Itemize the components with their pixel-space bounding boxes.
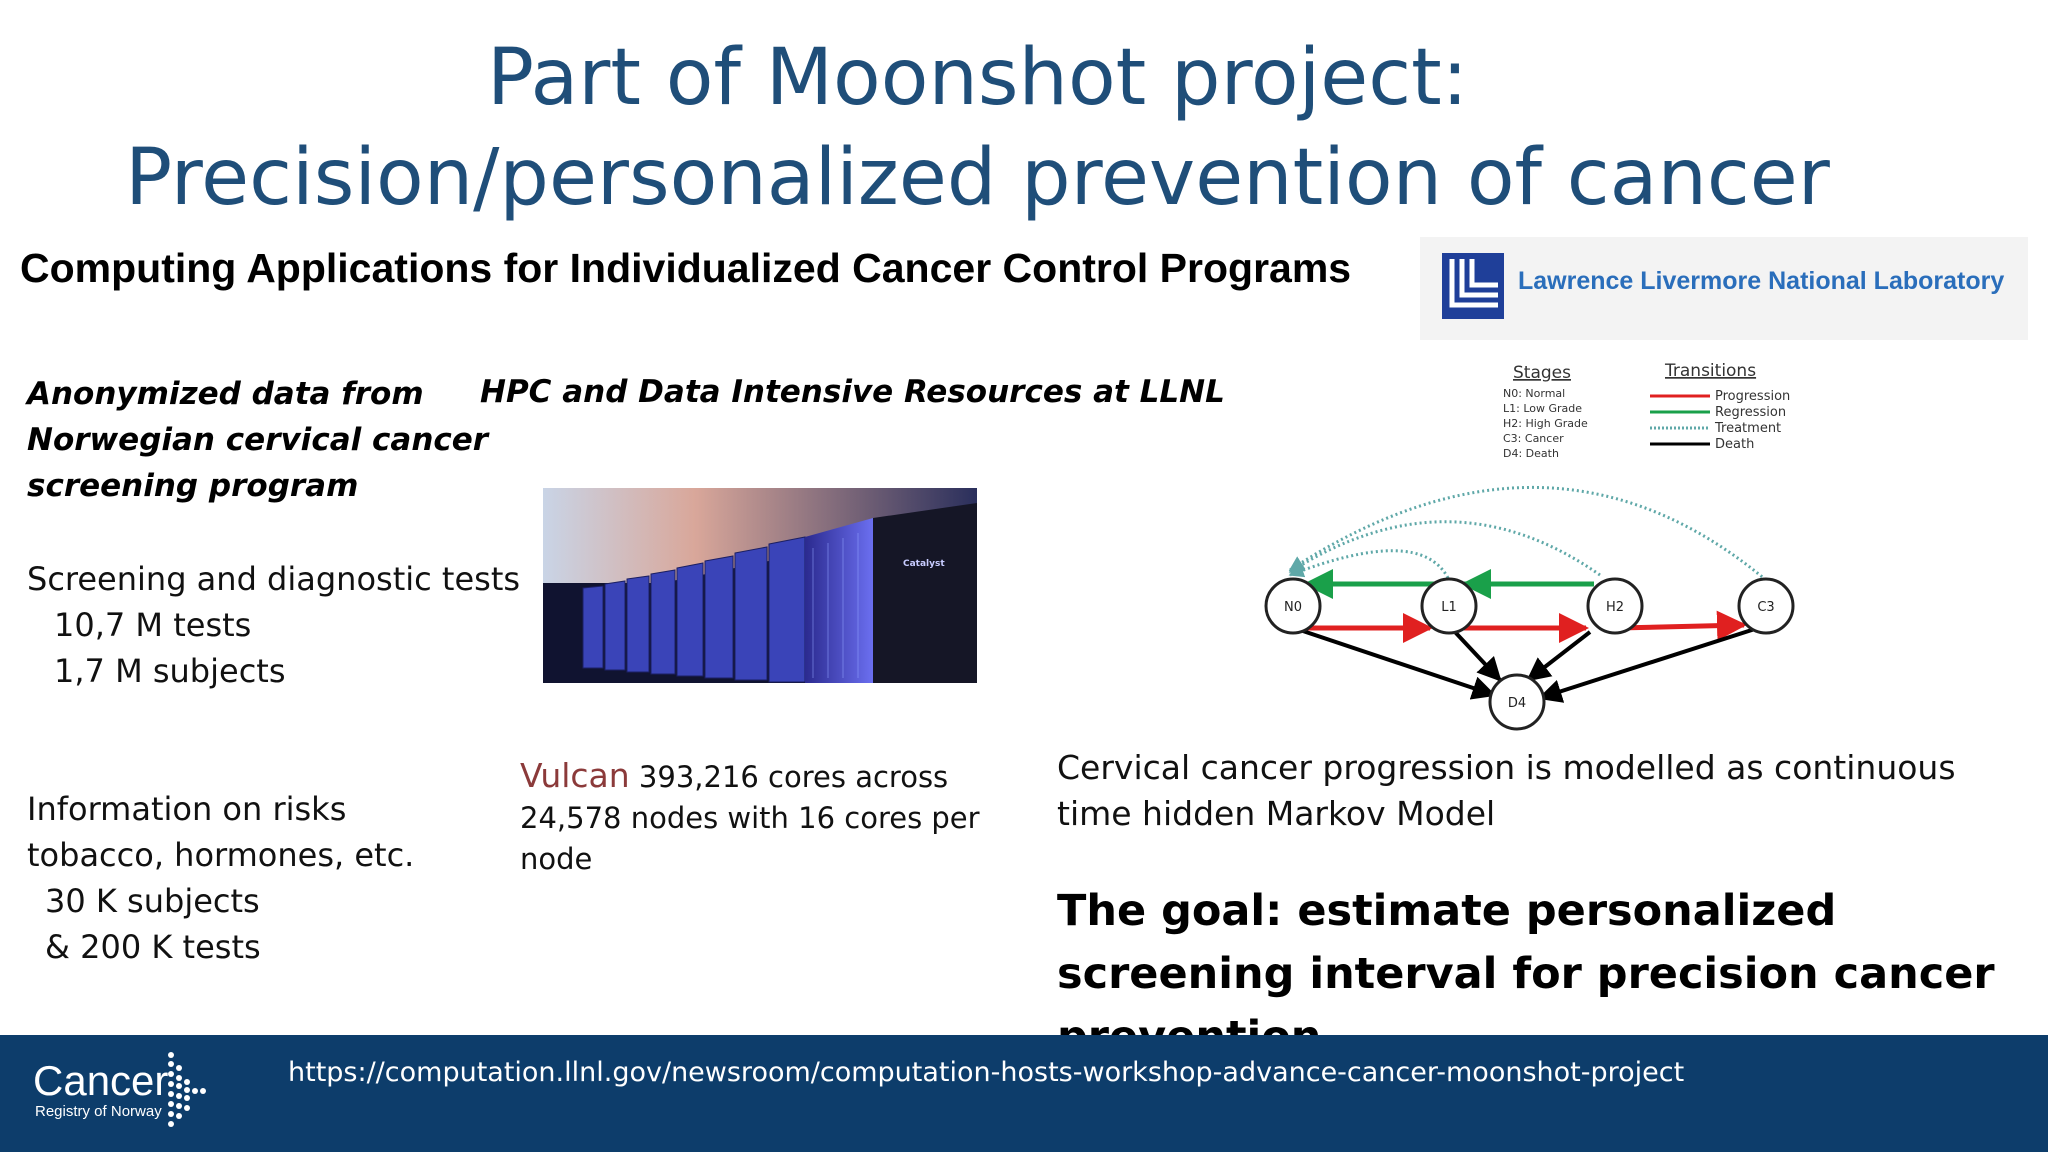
progression-h2-c3 [1618,625,1744,628]
vulcan-name: Vulcan [520,756,630,795]
footer-logo-word: Cancer [33,1057,169,1104]
heading-line: Anonymized data from [27,376,424,412]
treatment-arc-l1 [1290,551,1448,578]
node-label: D4 [1507,696,1527,711]
heading-line: Norwegian cervical cancer [27,422,489,458]
supercomputer-photo [543,488,977,683]
treatment-arc-h2 [1290,522,1600,575]
model-description: Cervical cancer progression is modelled as continuous time hidden Markov Model [1057,748,1956,833]
source-url-link[interactable]: https://computation.llnl.gov/newsroom/computation-hosts-workshop-advance-cancer-moonshot-project [288,1057,1685,1088]
transitions-title: Transitions [1665,361,1757,381]
treatment-arc-c3 [1290,487,1766,580]
death-h2-d4 [1528,632,1590,680]
cancer-registry-logo-icon [165,1050,215,1132]
node-label: C3 [1757,600,1775,615]
title-line-1: Part of Moonshot project: [486,33,1469,123]
screening-tests: 10,7 M tests [54,606,252,644]
stage-label: D4: Death [1503,447,1559,460]
vulcan-desc-line: 393,216 cores across [629,760,949,794]
screening-stats [27,556,520,694]
footer-bar [0,1035,2048,1152]
risks-label: tobacco, hormones, etc. [27,836,415,874]
screening-subjects: 1,7 M subjects [54,652,286,690]
transition-label: Treatment [1715,421,1782,436]
goal-statement: The goal: estimate personalized screening interval for precision cancer [1057,886,1995,999]
llnl-logo [1420,237,2028,340]
death-n0-d4 [1294,628,1494,695]
photo-label: Catalyst [903,559,945,569]
transition-label: Regression [1715,405,1787,420]
risks-label: Information on risks [27,790,347,828]
transition-label: Progression [1715,389,1791,404]
transition-label: Death [1715,437,1755,452]
data-source-heading [27,371,488,509]
llnl-logo-text: Lawrence Livermore National Laboratory [1518,267,2005,295]
node-label: H2 [1605,600,1625,615]
vulcan-desc-line: 24,578 nodes with 16 cores per [520,801,980,835]
risks-tests: & 200 K tests [45,928,261,966]
vulcan-desc-line: node [520,842,593,876]
subtitle: Computing Applications for Individualized Cancer Control Programs [20,245,1352,291]
risk-stats [27,786,414,970]
stage-label: N0: Normal [1503,387,1566,400]
title-line-2: Precision/personalized prevention of cancer [125,133,1830,223]
heading-line: screening program [27,468,359,504]
footer-logo-subtitle: Registry of Norway [35,1103,162,1120]
screening-label: Screening and diagnostic tests [27,560,521,598]
stages-title: Stages [1513,363,1571,383]
hpc-heading: HPC and Data Intensive Resources at LLNL [480,374,1225,410]
death-c3-d4 [1540,628,1758,698]
node-label: L1 [1441,600,1457,615]
stage-label: H2: High Grade [1503,417,1588,430]
stage-label: L1: Low Grade [1503,402,1583,415]
death-l1-d4 [1455,632,1500,680]
node-label: N0 [1284,600,1302,615]
llnl-logo-icon [1442,253,1504,319]
vulcan-description [520,755,990,880]
risks-subjects: 30 K subjects [45,882,260,920]
stage-label: C3: Cancer [1503,432,1564,445]
markov-model-diagram [1250,350,1810,740]
